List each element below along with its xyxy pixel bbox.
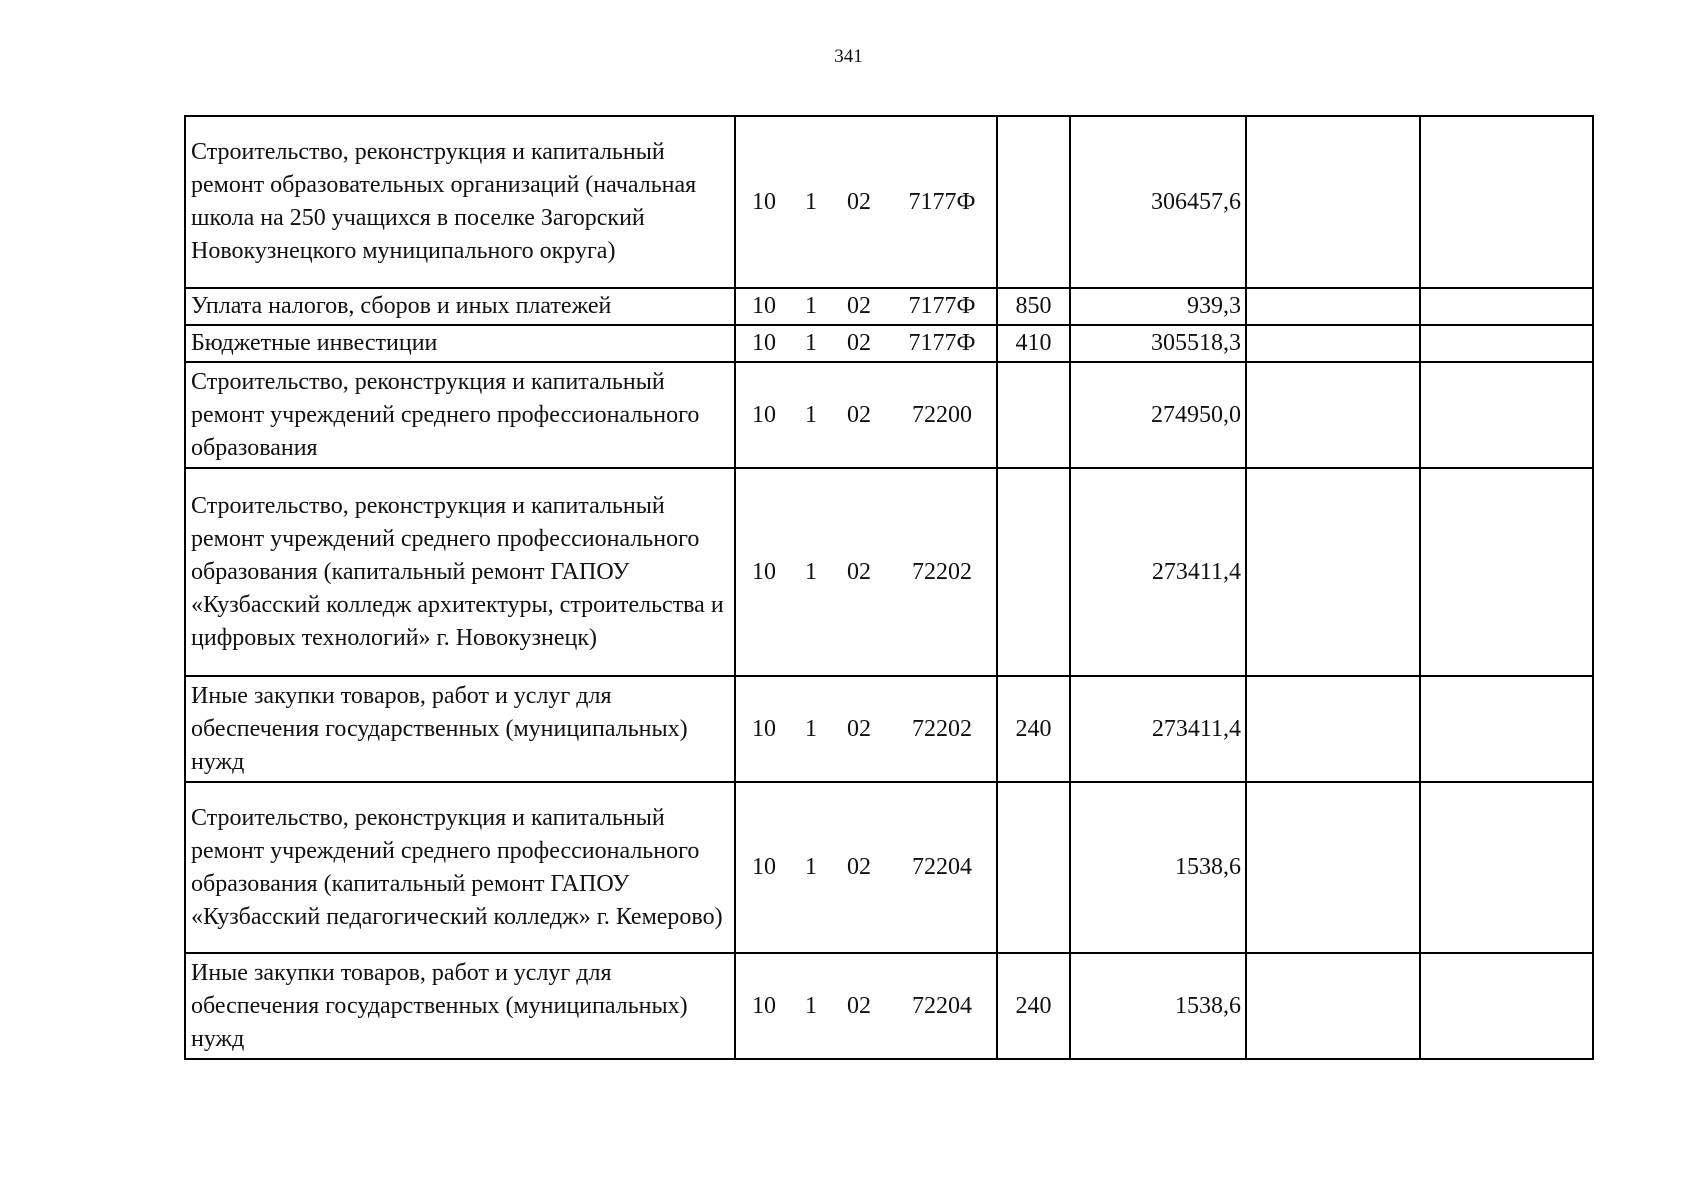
program-code: 1 [805, 401, 817, 428]
program-code: 1 [805, 330, 817, 356]
table-row [185, 362, 1593, 468]
table-row [185, 676, 1593, 782]
direction-code: 72200 [912, 401, 972, 428]
code-cell [735, 362, 997, 468]
expense-type-cell [997, 782, 1070, 953]
program-code: 1 [805, 992, 817, 1019]
direction-code: 72204 [912, 992, 972, 1019]
table-row [185, 288, 1593, 325]
empty-cell-8 [1420, 676, 1593, 782]
expense-name: Строительство, реконструкция и капитальный ремонт учреждений среднего профессионального образования (капитальный ремонт ГАПОУ «Кузбасский педагогический колледж» г. Кемерово) [191, 804, 723, 930]
expense-name-cell [185, 288, 735, 325]
expense-type: 850 [1015, 293, 1052, 319]
code-cell [735, 782, 997, 953]
empty-cell-7 [1246, 953, 1420, 1059]
subprogram-code: 02 [847, 992, 871, 1019]
table-row [185, 325, 1593, 362]
code-grid [736, 851, 996, 884]
code-cell [735, 953, 997, 1059]
section-code: 10 [752, 401, 776, 428]
empty-cell-8 [1420, 782, 1593, 953]
expense-type: 240 [1015, 715, 1052, 742]
table-row [185, 953, 1593, 1059]
subprogram-code: 02 [847, 558, 871, 585]
amount-value: 305518,3 [1151, 330, 1241, 356]
code-grid [736, 713, 996, 746]
amount-value: 1538,6 [1175, 992, 1241, 1019]
expense-name-cell [185, 953, 735, 1059]
direction-code: 7177Ф [908, 293, 976, 319]
expense-type-cell [997, 325, 1070, 362]
empty-cell-7 [1246, 676, 1420, 782]
amount-value: 273411,4 [1151, 715, 1241, 742]
amount-cell [1070, 676, 1246, 782]
expense-type-cell [997, 676, 1070, 782]
code-grid [736, 399, 996, 432]
subprogram-code: 02 [847, 854, 871, 880]
expense-type-cell [997, 468, 1070, 676]
expense-type: 240 [1015, 992, 1052, 1019]
code-cell [735, 325, 997, 362]
section-code: 10 [752, 715, 776, 742]
amount-cell [1070, 468, 1246, 676]
amount-cell [1070, 782, 1246, 953]
subprogram-code: 02 [847, 330, 871, 356]
amount-value: 1538,6 [1175, 854, 1241, 880]
direction-code: 72202 [912, 715, 972, 742]
expense-type-cell [997, 288, 1070, 325]
code-cell [735, 468, 997, 676]
program-code: 1 [805, 293, 817, 319]
empty-cell-7 [1246, 325, 1420, 362]
code-grid [736, 327, 996, 360]
program-code: 1 [805, 188, 817, 215]
section-code: 10 [752, 854, 776, 880]
code-grid [736, 290, 996, 323]
program-code: 1 [805, 558, 817, 585]
code-cell [735, 288, 997, 325]
empty-cell-7 [1246, 116, 1420, 288]
section-code: 10 [752, 992, 776, 1019]
subprogram-code: 02 [847, 715, 871, 742]
amount-cell [1070, 953, 1246, 1059]
empty-cell-7 [1246, 782, 1420, 953]
expense-name-cell [185, 782, 735, 953]
expense-type: 410 [1015, 330, 1052, 356]
empty-cell-7 [1246, 288, 1420, 325]
amount-value: 939,3 [1187, 293, 1241, 319]
code-grid [736, 186, 996, 219]
expense-name: Строительство, реконструкция и капитальный ремонт учреждений среднего профессионального образования (капитальный ремонт ГАПОУ «Кузбасский колледж архитектуры, строительства и цифровых технологий» г. Новокузнецк) [191, 492, 724, 651]
subprogram-code: 02 [847, 401, 871, 428]
subprogram-code: 02 [847, 293, 871, 319]
empty-cell-8 [1420, 116, 1593, 288]
expense-name-cell [185, 676, 735, 782]
expense-name-cell [185, 362, 735, 468]
expense-type-cell [997, 953, 1070, 1059]
code-cell [735, 116, 997, 288]
table-row [185, 782, 1593, 953]
budget-table [184, 115, 1594, 1060]
amount-value: 306457,6 [1151, 188, 1241, 215]
section-code: 10 [752, 293, 776, 319]
empty-cell-8 [1420, 468, 1593, 676]
direction-code: 72204 [912, 854, 972, 880]
amount-cell [1070, 362, 1246, 468]
expense-name: Иные закупки товаров, работ и услуг для обеспечения государственных (муниципальных) нужд [191, 959, 688, 1052]
section-code: 10 [752, 188, 776, 215]
program-code: 1 [805, 715, 817, 742]
direction-code: 7177Ф [908, 188, 976, 215]
budget-table-body [185, 116, 1593, 1059]
amount-cell [1070, 116, 1246, 288]
empty-cell-8 [1420, 288, 1593, 325]
expense-name: Уплата налогов, сборов и иных платежей [191, 293, 612, 319]
expense-name: Иные закупки товаров, работ и услуг для обеспечения государственных (муниципальных) нужд [191, 682, 688, 775]
expense-type-cell [997, 362, 1070, 468]
expense-name: Бюджетные инвестиции [191, 330, 438, 356]
code-grid [736, 990, 996, 1023]
program-code: 1 [805, 854, 817, 880]
section-code: 10 [752, 558, 776, 585]
page-number: 341 [834, 46, 863, 67]
empty-cell-8 [1420, 325, 1593, 362]
direction-code: 7177Ф [908, 330, 976, 356]
expense-name-cell [185, 116, 735, 288]
amount-cell [1070, 325, 1246, 362]
amount-value: 273411,4 [1151, 558, 1241, 585]
expense-name: Строительство, реконструкция и капитальный ремонт образовательных организаций (начальная школа на 250 учащихся в поселке Загорский Новокузнецкого муниципального округа) [191, 139, 697, 264]
empty-cell-8 [1420, 362, 1593, 468]
code-grid [736, 556, 996, 589]
table-row [185, 468, 1593, 676]
table-row [185, 116, 1593, 288]
expense-type-cell [997, 116, 1070, 288]
amount-cell [1070, 288, 1246, 325]
amount-value: 274950,0 [1151, 401, 1241, 428]
section-code: 10 [752, 330, 776, 356]
expense-name-cell [185, 325, 735, 362]
direction-code: 72202 [912, 558, 972, 585]
empty-cell-7 [1246, 468, 1420, 676]
subprogram-code: 02 [847, 188, 871, 215]
expense-name: Строительство, реконструкция и капитальный ремонт учреждений среднего профессионального образования [191, 368, 700, 461]
code-cell [735, 676, 997, 782]
expense-name-cell [185, 468, 735, 676]
empty-cell-7 [1246, 362, 1420, 468]
empty-cell-8 [1420, 953, 1593, 1059]
